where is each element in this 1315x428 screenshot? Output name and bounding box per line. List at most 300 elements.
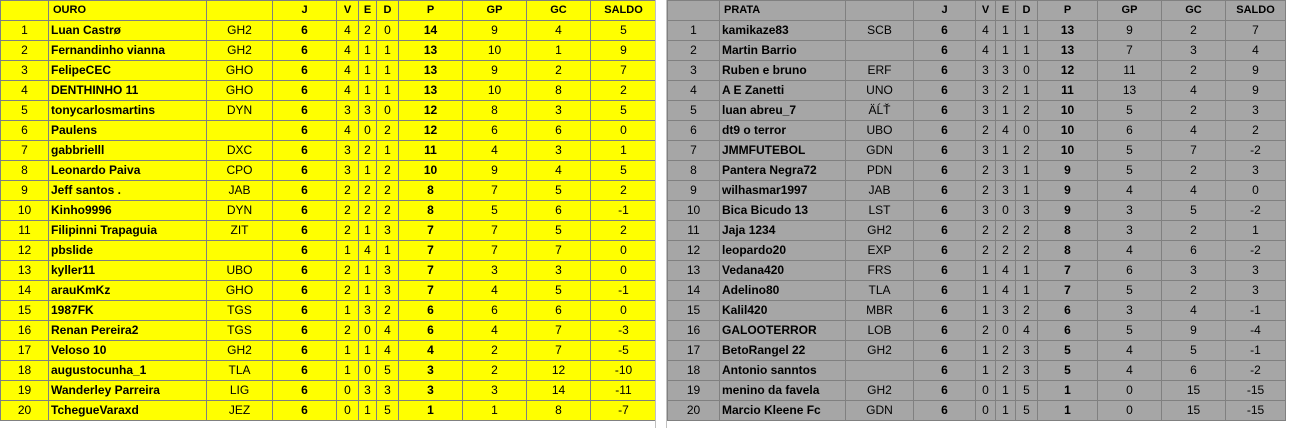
- losses-cell[interactable]: 0: [377, 101, 399, 121]
- draws-cell[interactable]: 1: [996, 381, 1016, 401]
- team-code-cell[interactable]: GH2: [846, 221, 914, 241]
- team-code-cell[interactable]: TLA: [207, 361, 273, 381]
- games-cell[interactable]: 6: [914, 361, 976, 381]
- player-name-cell[interactable]: gabbrielll: [49, 141, 207, 161]
- wins-cell[interactable]: 1: [976, 301, 996, 321]
- games-cell[interactable]: 6: [914, 241, 976, 261]
- games-cell[interactable]: 6: [273, 201, 337, 221]
- games-cell[interactable]: 6: [273, 181, 337, 201]
- goal-difference-cell[interactable]: -15: [1226, 381, 1286, 401]
- player-name-cell[interactable]: TcheguеVaraxd: [49, 401, 207, 421]
- goals-against-cell[interactable]: 5: [527, 221, 591, 241]
- goals-for-cell[interactable]: 7: [463, 241, 527, 261]
- team-code-cell[interactable]: GH2: [207, 41, 273, 61]
- goals-for-cell[interactable]: 6: [463, 301, 527, 321]
- goals-for-cell[interactable]: 10: [463, 41, 527, 61]
- header-team-cell[interactable]: [207, 1, 273, 21]
- goals-against-cell[interactable]: 7: [1162, 141, 1226, 161]
- points-cell[interactable]: 8: [399, 181, 463, 201]
- rank-cell[interactable]: 3: [668, 61, 720, 81]
- goals-for-cell[interactable]: 3: [463, 261, 527, 281]
- draws-cell[interactable]: 1: [996, 21, 1016, 41]
- games-cell[interactable]: 6: [914, 281, 976, 301]
- goals-for-cell[interactable]: 5: [1098, 101, 1162, 121]
- goal-difference-cell[interactable]: -1: [1226, 301, 1286, 321]
- wins-cell[interactable]: 2: [337, 281, 359, 301]
- goals-against-cell[interactable]: 2: [527, 61, 591, 81]
- goal-difference-cell[interactable]: -11: [591, 381, 657, 401]
- goals-for-cell[interactable]: 3: [1098, 301, 1162, 321]
- losses-cell[interactable]: 3: [1016, 201, 1038, 221]
- draws-cell[interactable]: 1: [359, 61, 377, 81]
- goals-for-cell[interactable]: 5: [1098, 141, 1162, 161]
- player-name-cell[interactable]: Kinho9996: [49, 201, 207, 221]
- goal-difference-cell[interactable]: -3: [591, 321, 657, 341]
- rank-cell[interactable]: 11: [1, 221, 49, 241]
- rank-cell[interactable]: 5: [668, 101, 720, 121]
- draws-cell[interactable]: 1: [996, 101, 1016, 121]
- games-cell[interactable]: 6: [914, 301, 976, 321]
- goal-difference-cell[interactable]: 0: [591, 121, 657, 141]
- draws-cell[interactable]: 3: [359, 101, 377, 121]
- goals-against-cell[interactable]: 3: [527, 141, 591, 161]
- points-cell[interactable]: 10: [399, 161, 463, 181]
- games-cell[interactable]: 6: [273, 341, 337, 361]
- wins-cell[interactable]: 2: [976, 181, 996, 201]
- rank-cell[interactable]: 15: [1, 301, 49, 321]
- losses-cell[interactable]: 2: [377, 201, 399, 221]
- draws-cell[interactable]: 0: [996, 201, 1016, 221]
- losses-cell[interactable]: 2: [377, 161, 399, 181]
- losses-cell[interactable]: 0: [1016, 61, 1038, 81]
- player-name-cell[interactable]: Adelino80: [720, 281, 846, 301]
- column-header[interactable]: SALDO: [591, 1, 657, 21]
- rank-cell[interactable]: 1: [1, 21, 49, 41]
- draws-cell[interactable]: 3: [996, 301, 1016, 321]
- losses-cell[interactable]: 1: [1016, 161, 1038, 181]
- goals-for-cell[interactable]: 4: [1098, 341, 1162, 361]
- goals-against-cell[interactable]: 6: [527, 301, 591, 321]
- goals-for-cell[interactable]: 2: [463, 341, 527, 361]
- games-cell[interactable]: 6: [273, 41, 337, 61]
- losses-cell[interactable]: 1: [377, 241, 399, 261]
- points-cell[interactable]: 6: [1038, 321, 1098, 341]
- team-code-cell[interactable]: EXP: [846, 241, 914, 261]
- goals-against-cell[interactable]: 15: [1162, 401, 1226, 421]
- player-name-cell[interactable]: JMMFUTEBOL: [720, 141, 846, 161]
- draws-cell[interactable]: 0: [359, 321, 377, 341]
- rank-cell[interactable]: 6: [668, 121, 720, 141]
- player-name-cell[interactable]: kamikaze83: [720, 21, 846, 41]
- points-cell[interactable]: 11: [1038, 81, 1098, 101]
- player-name-cell[interactable]: DENTHINHO 11: [49, 81, 207, 101]
- goals-for-cell[interactable]: 13: [1098, 81, 1162, 101]
- column-header[interactable]: V: [337, 1, 359, 21]
- rank-cell[interactable]: 12: [668, 241, 720, 261]
- losses-cell[interactable]: 2: [377, 181, 399, 201]
- goals-for-cell[interactable]: 7: [463, 181, 527, 201]
- goals-for-cell[interactable]: 4: [1098, 361, 1162, 381]
- player-name-cell[interactable]: pbslide: [49, 241, 207, 261]
- rank-cell[interactable]: 14: [668, 281, 720, 301]
- games-cell[interactable]: 6: [914, 161, 976, 181]
- player-name-cell[interactable]: Filipinni Trapaguia: [49, 221, 207, 241]
- games-cell[interactable]: 6: [914, 101, 976, 121]
- rank-cell[interactable]: 10: [1, 201, 49, 221]
- goal-difference-cell[interactable]: -5: [591, 341, 657, 361]
- player-name-cell[interactable]: menino da favela: [720, 381, 846, 401]
- team-code-cell[interactable]: GH2: [207, 21, 273, 41]
- wins-cell[interactable]: 4: [976, 41, 996, 61]
- team-code-cell[interactable]: ERF: [846, 61, 914, 81]
- wins-cell[interactable]: 1: [337, 361, 359, 381]
- games-cell[interactable]: 6: [273, 381, 337, 401]
- losses-cell[interactable]: 1: [1016, 261, 1038, 281]
- draws-cell[interactable]: 1: [359, 261, 377, 281]
- goals-against-cell[interactable]: 2: [1162, 61, 1226, 81]
- goal-difference-cell[interactable]: 2: [591, 221, 657, 241]
- games-cell[interactable]: 6: [914, 81, 976, 101]
- rank-cell[interactable]: 17: [1, 341, 49, 361]
- games-cell[interactable]: 6: [914, 381, 976, 401]
- goals-for-cell[interactable]: 3: [1098, 221, 1162, 241]
- player-name-cell[interactable]: BetoRangel 22: [720, 341, 846, 361]
- team-code-cell[interactable]: CPO: [207, 161, 273, 181]
- points-cell[interactable]: 8: [399, 201, 463, 221]
- points-cell[interactable]: 9: [1038, 161, 1098, 181]
- losses-cell[interactable]: 1: [1016, 281, 1038, 301]
- goals-against-cell[interactable]: 5: [1162, 341, 1226, 361]
- draws-cell[interactable]: 0: [359, 361, 377, 381]
- rank-cell[interactable]: 15: [668, 301, 720, 321]
- draws-cell[interactable]: 1: [359, 221, 377, 241]
- losses-cell[interactable]: 0: [1016, 121, 1038, 141]
- goals-for-cell[interactable]: 0: [1098, 401, 1162, 421]
- draws-cell[interactable]: 2: [359, 181, 377, 201]
- wins-cell[interactable]: 3: [337, 101, 359, 121]
- prata-division-title[interactable]: PRATA: [720, 1, 846, 21]
- losses-cell[interactable]: 1: [377, 141, 399, 161]
- player-name-cell[interactable]: Fernandinho vianna: [49, 41, 207, 61]
- team-code-cell[interactable]: GDN: [846, 141, 914, 161]
- games-cell[interactable]: 6: [914, 181, 976, 201]
- player-name-cell[interactable]: luan abreu_7: [720, 101, 846, 121]
- rank-cell[interactable]: 9: [668, 181, 720, 201]
- draws-cell[interactable]: 1: [359, 161, 377, 181]
- goals-against-cell[interactable]: 9: [1162, 321, 1226, 341]
- goals-against-cell[interactable]: 4: [1162, 301, 1226, 321]
- team-code-cell[interactable]: TGS: [207, 301, 273, 321]
- goal-difference-cell[interactable]: 0: [591, 241, 657, 261]
- player-name-cell[interactable]: A E Zanetti: [720, 81, 846, 101]
- wins-cell[interactable]: 2: [337, 221, 359, 241]
- games-cell[interactable]: 6: [273, 301, 337, 321]
- games-cell[interactable]: 6: [273, 21, 337, 41]
- player-name-cell[interactable]: Antonio sanntos: [720, 361, 846, 381]
- losses-cell[interactable]: 2: [1016, 141, 1038, 161]
- goals-against-cell[interactable]: 8: [527, 401, 591, 421]
- team-code-cell[interactable]: TGS: [207, 321, 273, 341]
- goals-for-cell[interactable]: 4: [1098, 181, 1162, 201]
- games-cell[interactable]: 6: [273, 101, 337, 121]
- player-name-cell[interactable]: Pantera Negra72: [720, 161, 846, 181]
- wins-cell[interactable]: 4: [976, 21, 996, 41]
- rank-cell[interactable]: 5: [1, 101, 49, 121]
- rank-cell[interactable]: 12: [1, 241, 49, 261]
- goal-difference-cell[interactable]: -2: [1226, 141, 1286, 161]
- goal-difference-cell[interactable]: 2: [591, 81, 657, 101]
- goals-for-cell[interactable]: 6: [1098, 261, 1162, 281]
- team-code-cell[interactable]: LOB: [846, 321, 914, 341]
- rank-cell[interactable]: 8: [668, 161, 720, 181]
- draws-cell[interactable]: 1: [359, 41, 377, 61]
- points-cell[interactable]: 7: [1038, 261, 1098, 281]
- wins-cell[interactable]: 1: [337, 341, 359, 361]
- points-cell[interactable]: 1: [399, 401, 463, 421]
- draws-cell[interactable]: 2: [359, 201, 377, 221]
- losses-cell[interactable]: 2: [1016, 101, 1038, 121]
- goals-for-cell[interactable]: 6: [1098, 121, 1162, 141]
- player-name-cell[interactable]: Kalil420: [720, 301, 846, 321]
- team-code-cell[interactable]: DXC: [207, 141, 273, 161]
- goals-against-cell[interactable]: 2: [1162, 21, 1226, 41]
- goals-for-cell[interactable]: 9: [463, 21, 527, 41]
- goals-against-cell[interactable]: 6: [1162, 241, 1226, 261]
- games-cell[interactable]: 6: [914, 61, 976, 81]
- wins-cell[interactable]: 2: [337, 201, 359, 221]
- goals-against-cell[interactable]: 4: [1162, 181, 1226, 201]
- column-header[interactable]: J: [273, 1, 337, 21]
- goal-difference-cell[interactable]: -2: [1226, 361, 1286, 381]
- player-name-cell[interactable]: Jaja 1234: [720, 221, 846, 241]
- games-cell[interactable]: 6: [273, 81, 337, 101]
- draws-cell[interactable]: 3: [996, 61, 1016, 81]
- points-cell[interactable]: 7: [399, 261, 463, 281]
- player-name-cell[interactable]: Vedana420: [720, 261, 846, 281]
- goals-for-cell[interactable]: 5: [1098, 161, 1162, 181]
- games-cell[interactable]: 6: [273, 61, 337, 81]
- goal-difference-cell[interactable]: 3: [1226, 281, 1286, 301]
- goal-difference-cell[interactable]: -15: [1226, 401, 1286, 421]
- losses-cell[interactable]: 2: [1016, 241, 1038, 261]
- goal-difference-cell[interactable]: 3: [1226, 101, 1286, 121]
- wins-cell[interactable]: 4: [337, 121, 359, 141]
- goal-difference-cell[interactable]: -2: [1226, 241, 1286, 261]
- losses-cell[interactable]: 0: [377, 21, 399, 41]
- wins-cell[interactable]: 3: [976, 141, 996, 161]
- games-cell[interactable]: 6: [273, 161, 337, 181]
- team-code-cell[interactable]: LIG: [207, 381, 273, 401]
- games-cell[interactable]: 6: [273, 361, 337, 381]
- goal-difference-cell[interactable]: 7: [591, 61, 657, 81]
- rank-cell[interactable]: 3: [1, 61, 49, 81]
- goal-difference-cell[interactable]: 5: [591, 161, 657, 181]
- goals-against-cell[interactable]: 2: [1162, 281, 1226, 301]
- goals-against-cell[interactable]: 1: [527, 41, 591, 61]
- goals-against-cell[interactable]: 2: [1162, 221, 1226, 241]
- draws-cell[interactable]: 1: [359, 401, 377, 421]
- losses-cell[interactable]: 4: [377, 341, 399, 361]
- wins-cell[interactable]: 3: [976, 101, 996, 121]
- goals-against-cell[interactable]: 14: [527, 381, 591, 401]
- goal-difference-cell[interactable]: 0: [591, 261, 657, 281]
- draws-cell[interactable]: 3: [359, 381, 377, 401]
- goal-difference-cell[interactable]: 1: [591, 141, 657, 161]
- goals-against-cell[interactable]: 4: [1162, 121, 1226, 141]
- wins-cell[interactable]: 1: [976, 341, 996, 361]
- points-cell[interactable]: 5: [1038, 361, 1098, 381]
- goal-difference-cell[interactable]: -1: [1226, 341, 1286, 361]
- losses-cell[interactable]: 3: [377, 221, 399, 241]
- wins-cell[interactable]: 2: [337, 181, 359, 201]
- goal-difference-cell[interactable]: -7: [591, 401, 657, 421]
- games-cell[interactable]: 6: [914, 341, 976, 361]
- goals-for-cell[interactable]: 5: [463, 201, 527, 221]
- rank-cell[interactable]: 16: [668, 321, 720, 341]
- team-code-cell[interactable]: [207, 121, 273, 141]
- games-cell[interactable]: 6: [273, 281, 337, 301]
- rank-cell[interactable]: 20: [1, 401, 49, 421]
- games-cell[interactable]: 6: [914, 261, 976, 281]
- team-code-cell[interactable]: TLA: [846, 281, 914, 301]
- games-cell[interactable]: 6: [914, 141, 976, 161]
- points-cell[interactable]: 10: [1038, 121, 1098, 141]
- player-name-cell[interactable]: 1987FK: [49, 301, 207, 321]
- draws-cell[interactable]: 2: [359, 141, 377, 161]
- wins-cell[interactable]: 2: [337, 261, 359, 281]
- header-blank-cell[interactable]: [668, 1, 720, 21]
- column-header[interactable]: E: [996, 1, 1016, 21]
- losses-cell[interactable]: 4: [1016, 321, 1038, 341]
- goals-against-cell[interactable]: 15: [1162, 381, 1226, 401]
- rank-cell[interactable]: 2: [668, 41, 720, 61]
- rank-cell[interactable]: 7: [668, 141, 720, 161]
- losses-cell[interactable]: 2: [377, 121, 399, 141]
- games-cell[interactable]: 6: [273, 401, 337, 421]
- wins-cell[interactable]: 1: [976, 361, 996, 381]
- column-header[interactable]: D: [377, 1, 399, 21]
- goals-against-cell[interactable]: 3: [527, 101, 591, 121]
- goals-for-cell[interactable]: 3: [463, 381, 527, 401]
- goals-for-cell[interactable]: 5: [1098, 321, 1162, 341]
- points-cell[interactable]: 3: [399, 381, 463, 401]
- losses-cell[interactable]: 1: [1016, 21, 1038, 41]
- team-code-cell[interactable]: JAB: [846, 181, 914, 201]
- losses-cell[interactable]: 3: [377, 261, 399, 281]
- team-code-cell[interactable]: GH2: [207, 341, 273, 361]
- points-cell[interactable]: 1: [1038, 381, 1098, 401]
- losses-cell[interactable]: 1: [377, 41, 399, 61]
- draws-cell[interactable]: 1: [359, 341, 377, 361]
- goals-against-cell[interactable]: 3: [1162, 261, 1226, 281]
- goals-for-cell[interactable]: 1: [463, 401, 527, 421]
- goals-against-cell[interactable]: 5: [527, 181, 591, 201]
- player-name-cell[interactable]: dt9 o terror: [720, 121, 846, 141]
- rank-cell[interactable]: 10: [668, 201, 720, 221]
- points-cell[interactable]: 8: [1038, 241, 1098, 261]
- wins-cell[interactable]: 3: [976, 201, 996, 221]
- team-code-cell[interactable]: GHO: [207, 281, 273, 301]
- wins-cell[interactable]: 2: [976, 161, 996, 181]
- goal-difference-cell[interactable]: 5: [591, 21, 657, 41]
- goals-for-cell[interactable]: 2: [463, 361, 527, 381]
- points-cell[interactable]: 7: [399, 221, 463, 241]
- losses-cell[interactable]: 1: [377, 81, 399, 101]
- draws-cell[interactable]: 4: [996, 281, 1016, 301]
- goals-against-cell[interactable]: 12: [527, 361, 591, 381]
- draws-cell[interactable]: 3: [996, 181, 1016, 201]
- goals-for-cell[interactable]: 5: [1098, 281, 1162, 301]
- wins-cell[interactable]: 2: [976, 241, 996, 261]
- wins-cell[interactable]: 0: [337, 401, 359, 421]
- goal-difference-cell[interactable]: 1: [1226, 221, 1286, 241]
- points-cell[interactable]: 13: [1038, 21, 1098, 41]
- team-code-cell[interactable]: UNO: [846, 81, 914, 101]
- player-name-cell[interactable]: Veloso 10: [49, 341, 207, 361]
- draws-cell[interactable]: 3: [359, 301, 377, 321]
- points-cell[interactable]: 6: [1038, 301, 1098, 321]
- column-header[interactable]: D: [1016, 1, 1038, 21]
- rank-cell[interactable]: 18: [668, 361, 720, 381]
- draws-cell[interactable]: 0: [359, 121, 377, 141]
- goals-for-cell[interactable]: 10: [463, 81, 527, 101]
- column-header[interactable]: J: [914, 1, 976, 21]
- losses-cell[interactable]: 4: [377, 321, 399, 341]
- losses-cell[interactable]: 3: [377, 381, 399, 401]
- points-cell[interactable]: 9: [1038, 181, 1098, 201]
- games-cell[interactable]: 6: [273, 221, 337, 241]
- player-name-cell[interactable]: arauKmKz: [49, 281, 207, 301]
- points-cell[interactable]: 1: [1038, 401, 1098, 421]
- points-cell[interactable]: 6: [399, 301, 463, 321]
- goal-difference-cell[interactable]: 9: [591, 41, 657, 61]
- losses-cell[interactable]: 2: [1016, 301, 1038, 321]
- points-cell[interactable]: 7: [1038, 281, 1098, 301]
- goal-difference-cell[interactable]: -4: [1226, 321, 1286, 341]
- draws-cell[interactable]: 3: [996, 161, 1016, 181]
- games-cell[interactable]: 6: [914, 41, 976, 61]
- goals-for-cell[interactable]: 4: [463, 321, 527, 341]
- games-cell[interactable]: 6: [273, 321, 337, 341]
- points-cell[interactable]: 6: [399, 321, 463, 341]
- losses-cell[interactable]: 1: [377, 61, 399, 81]
- losses-cell[interactable]: 5: [377, 361, 399, 381]
- points-cell[interactable]: 7: [399, 281, 463, 301]
- rank-cell[interactable]: 18: [1, 361, 49, 381]
- games-cell[interactable]: 6: [914, 121, 976, 141]
- team-code-cell[interactable]: [846, 361, 914, 381]
- points-cell[interactable]: 11: [399, 141, 463, 161]
- goals-against-cell[interactable]: 2: [1162, 161, 1226, 181]
- player-name-cell[interactable]: FelipeCEC: [49, 61, 207, 81]
- team-code-cell[interactable]: ZIT: [207, 221, 273, 241]
- goal-difference-cell[interactable]: -10: [591, 361, 657, 381]
- goals-against-cell[interactable]: 5: [527, 281, 591, 301]
- team-code-cell[interactable]: UBO: [846, 121, 914, 141]
- rank-cell[interactable]: 14: [1, 281, 49, 301]
- draws-cell[interactable]: 1: [359, 281, 377, 301]
- draws-cell[interactable]: 1: [996, 41, 1016, 61]
- losses-cell[interactable]: 5: [377, 401, 399, 421]
- goals-for-cell[interactable]: 8: [463, 101, 527, 121]
- player-name-cell[interactable]: Bica Bicudo 13: [720, 201, 846, 221]
- team-code-cell[interactable]: UBO: [207, 261, 273, 281]
- wins-cell[interactable]: 0: [976, 381, 996, 401]
- goals-against-cell[interactable]: 7: [527, 321, 591, 341]
- points-cell[interactable]: 4: [399, 341, 463, 361]
- wins-cell[interactable]: 3: [976, 81, 996, 101]
- games-cell[interactable]: 6: [914, 321, 976, 341]
